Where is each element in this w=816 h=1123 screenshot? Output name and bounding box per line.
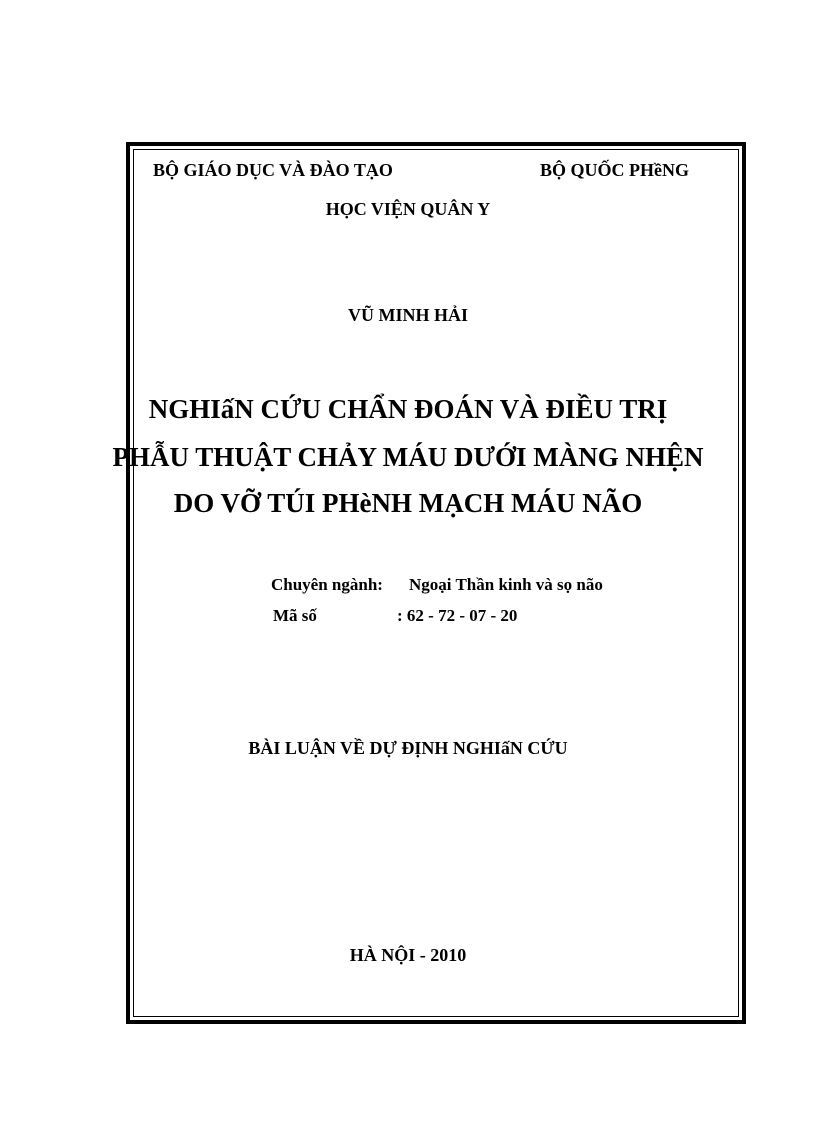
left-ministry: BỘ GIÁO DỤC VÀ ĐÀO TẠO (153, 160, 393, 180)
author-name: VŨ MINH HẢI (348, 305, 468, 325)
specialty-value: Ngoại Thần kinh và sọ não (409, 575, 603, 594)
specialty-label: Chuyên ngành: (271, 575, 383, 594)
place-and-year: HÀ NỘI - 2010 (349, 945, 467, 965)
thesis-title-line-3: DO VỠ TÚI PHèNH MẠCH MÁU NÃO (173, 488, 643, 518)
code-value: : 62 - 72 - 07 - 20 (397, 606, 518, 625)
document-type: BÀI LUẬN VỀ DỰ ĐỊNH NGHIấN CỨU (248, 738, 568, 758)
thesis-title-line-2: PHẪU THUẬT CHẢY MÁU DƯỚI MÀNG NHỆN (112, 442, 704, 472)
code-label: Mã số (273, 606, 317, 625)
academy-name: HỌC VIỆN QUÂN Y (325, 199, 491, 219)
right-ministry: BỘ QUỐC PHềNG (540, 160, 689, 180)
thesis-title-line-1: NGHIấN CỨU CHẨN ĐOÁN VÀ ĐIỀU TRỊ (148, 394, 668, 424)
